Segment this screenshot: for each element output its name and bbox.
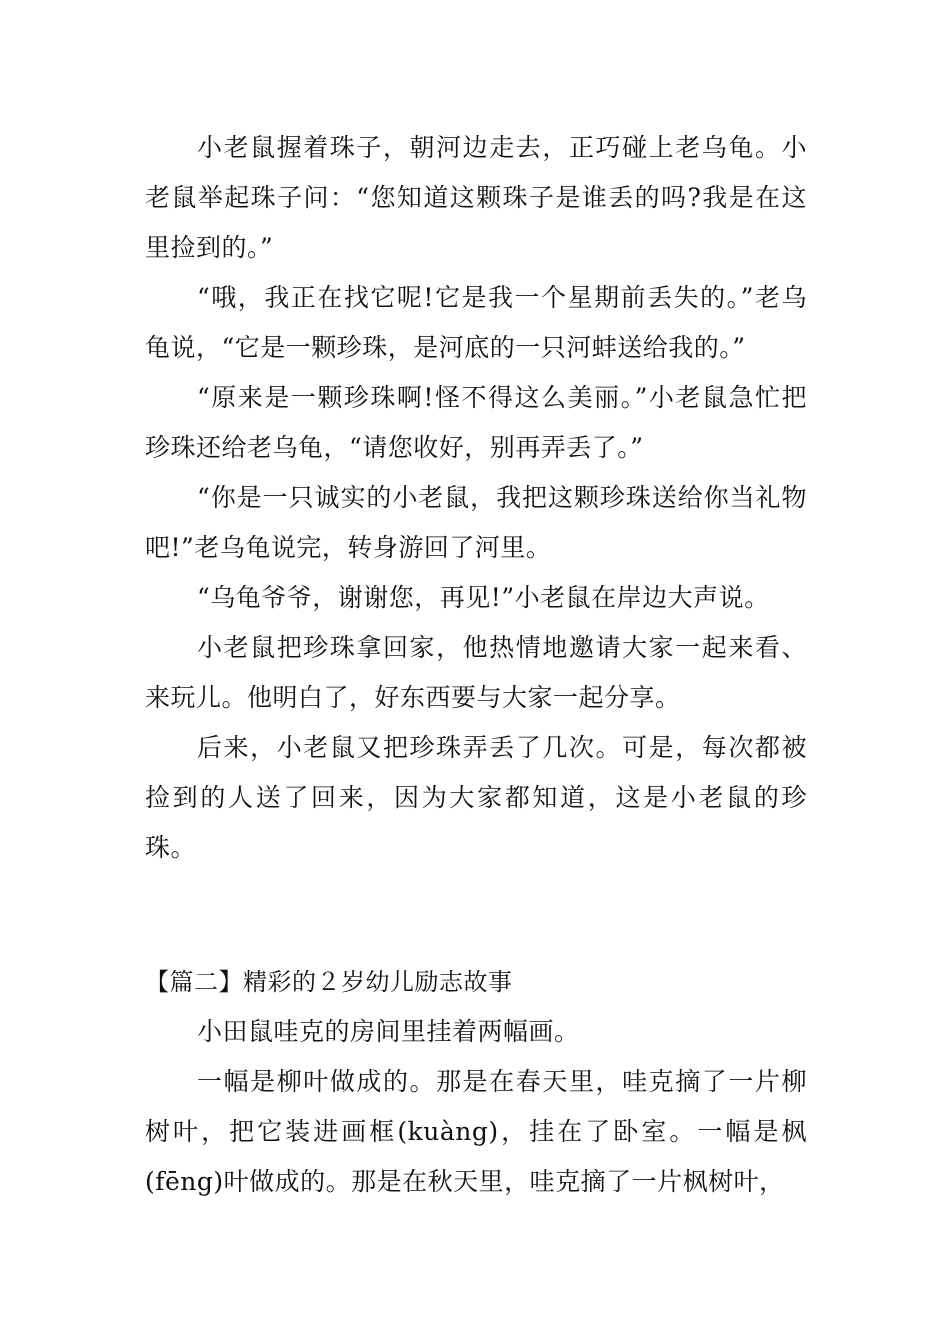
story-one-paragraph-5: “乌龟爷爷，谢谢您，再见!”小老鼠在岸边大声说。 [197,583,770,612]
story-two-paragraph-2: 一幅是柳叶做成的。那是在春天里，哇克摘了一片柳树叶，把它装进画框(kuàng)，挂在了卧室。一幅是枫(fēng)叶做成的。那是在秋天里，哇克摘了一片枫树叶， [145,1067,807,1196]
story-one-paragraph-4: “你是一只诚实的小老鼠，我把这颗珍珠送给你当礼物吧!”老乌龟说完，转身游回了河里。 [145,483,807,562]
story-two-paragraph-1: 小田鼠哇克的房间里挂着两幅画。 [197,1017,580,1046]
story-one-paragraph-2: “哦，我正在找它呢!它是我一个星期前丢失的。”老乌龟说，“它是一颗珍珠，是河底的一只河蚌送给我的。” [145,283,807,362]
story-two-section [145,957,807,1207]
story-one-section [145,123,807,873]
section-heading: 【篇二】精彩的２岁幼儿励志故事 [145,968,513,996]
story-one-paragraph-3: “原来是一颗珍珠啊!怪不得这么美丽。”小老鼠急忙把珍珠还给老乌龟，“请您收好，别再弄丢了。” [145,383,807,462]
document-page [145,123,807,1207]
story-one-paragraph-1: 小老鼠握着珠子，朝河边走去，正巧碰上老乌龟。小老鼠举起珠子问：“您知道这颗珠子是谁丢的吗?我是在这里捡到的。” [145,133,807,262]
section-spacer [145,873,807,957]
story-one-paragraph-6: 小老鼠把珍珠拿回家，他热情地邀请大家一起来看、来玩儿。他明白了，好东西要与大家一起分享。 [145,633,807,712]
story-one-paragraph-7: 后来，小老鼠又把珍珠弄丢了几次。可是，每次都被捡到的人送了回来，因为大家都知道，这是小老鼠的珍珠。 [145,733,807,862]
